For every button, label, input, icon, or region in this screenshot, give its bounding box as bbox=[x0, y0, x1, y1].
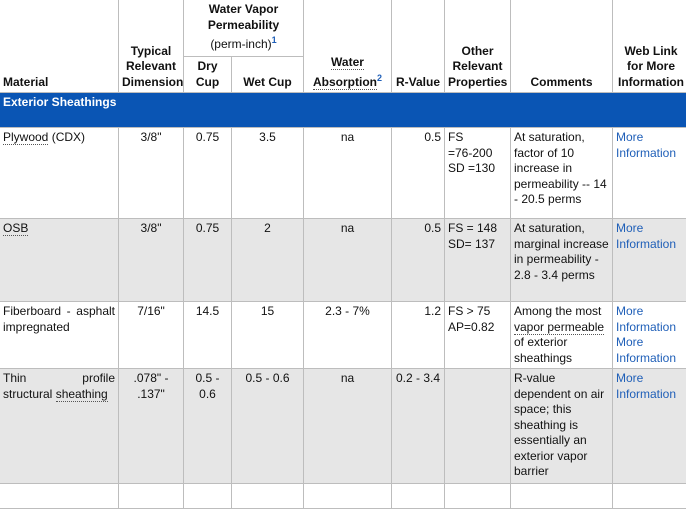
header-typical-dimension: Typical Relevant Dimension bbox=[119, 0, 184, 93]
wvp-title: Water Vapor Permeability bbox=[207, 2, 280, 32]
cell-wet-cup: 3.5 bbox=[232, 128, 304, 219]
cell-material bbox=[0, 302, 119, 369]
material-link[interactable]: Plywood bbox=[3, 130, 49, 144]
cell-other bbox=[445, 369, 511, 484]
other-line: SD =130 bbox=[448, 161, 496, 175]
table-row bbox=[0, 484, 686, 509]
footnote-2-link[interactable]: 2 bbox=[376, 72, 382, 83]
cell-link bbox=[613, 219, 686, 302]
footnote-1-link[interactable]: 1 bbox=[271, 35, 277, 45]
cell-empty bbox=[511, 484, 613, 509]
header-water-vapor-permeability bbox=[184, 0, 304, 57]
cell-empty bbox=[0, 484, 119, 509]
material-line: Fiberboard - asphalt bbox=[3, 304, 115, 318]
header-other-properties: Other Relevant Properties bbox=[445, 0, 511, 93]
cell-wet-cup: 0.5 - 0.6 bbox=[232, 369, 304, 484]
water-absorption-label: Water Absorption bbox=[312, 55, 377, 89]
table-row bbox=[0, 128, 686, 219]
cell-absorption: 2.3 - 7% bbox=[304, 302, 392, 369]
glossary-link[interactable]: sheathing bbox=[55, 386, 108, 401]
cell-r-value: 0.5 bbox=[392, 128, 445, 219]
more-information-link[interactable]: More Information bbox=[616, 130, 677, 160]
material-link[interactable]: OSB bbox=[3, 221, 29, 235]
cell-link bbox=[613, 302, 686, 369]
cell-empty bbox=[304, 484, 392, 509]
other-line: FS = 148 bbox=[448, 221, 498, 235]
section-title: Exterior Sheathings bbox=[0, 93, 686, 128]
cell-absorption: na bbox=[304, 128, 392, 219]
header-dry-cup: Dry Cup bbox=[184, 57, 232, 93]
table-row bbox=[0, 219, 686, 302]
cell-comments: At saturation, marginal increase in permeability - 2.8 - 3.4 perms bbox=[511, 219, 613, 302]
cell-comments: R-value dependent on air space; this sheathing is essentially an exterior vapor barrier bbox=[511, 369, 613, 484]
cell-comments bbox=[511, 302, 613, 369]
cell-empty bbox=[445, 484, 511, 509]
header-material: Material bbox=[0, 0, 119, 93]
cell-material bbox=[0, 219, 119, 302]
cell-dimension: 3/8" bbox=[119, 128, 184, 219]
cell-dry-cup: 0.5 - 0.6 bbox=[184, 369, 232, 484]
more-information-link[interactable]: More Information bbox=[616, 304, 677, 334]
material-text: structural bbox=[3, 386, 56, 401]
cell-dry-cup: 0.75 bbox=[184, 219, 232, 302]
cell-comments: At saturation, factor of 10 increase in permeability -- 14 - 20.5 perms bbox=[511, 128, 613, 219]
material-suffix: (CDX) bbox=[48, 130, 86, 144]
cell-link bbox=[613, 369, 686, 484]
other-line: FS > 75 bbox=[448, 304, 491, 318]
cell-link bbox=[613, 128, 686, 219]
cell-dry-cup: 0.75 bbox=[184, 128, 232, 219]
other-line: AP=0.82 bbox=[448, 319, 495, 334]
cell-r-value: 1.2 bbox=[392, 302, 445, 369]
material-line: Thin profile bbox=[3, 371, 115, 385]
header-comments: Comments bbox=[511, 0, 613, 93]
header-wet-cup: Wet Cup bbox=[232, 57, 304, 93]
other-line: SD= 137 bbox=[448, 236, 496, 251]
wvp-unit: (perm-inch) bbox=[210, 37, 272, 51]
comment-text: of exterior sheathings bbox=[514, 335, 573, 365]
cell-absorption: na bbox=[304, 219, 392, 302]
cell-dimension: 3/8" bbox=[119, 219, 184, 302]
cell-dimension: .078" - .137" bbox=[119, 369, 184, 484]
cell-material bbox=[0, 369, 119, 484]
table-row bbox=[0, 302, 686, 369]
cell-r-value: 0.2 - 3.4 bbox=[392, 369, 445, 484]
cell-other bbox=[445, 302, 511, 369]
cell-material bbox=[0, 128, 119, 219]
table-row bbox=[0, 369, 686, 484]
section-row bbox=[0, 93, 686, 128]
cell-empty bbox=[392, 484, 445, 509]
cell-other bbox=[445, 219, 511, 302]
cell-dimension: 7/16" bbox=[119, 302, 184, 369]
more-information-link[interactable]: More Information bbox=[616, 371, 677, 401]
header-r-value: R-Value bbox=[392, 0, 445, 93]
cell-empty bbox=[184, 484, 232, 509]
cell-wet-cup: 15 bbox=[232, 302, 304, 369]
header-water-absorption bbox=[304, 0, 392, 93]
header-row-top bbox=[0, 0, 686, 57]
cell-empty bbox=[613, 484, 686, 509]
cell-other bbox=[445, 128, 511, 219]
cell-absorption: na bbox=[304, 369, 392, 484]
comment-text: Among the most bbox=[514, 304, 602, 318]
more-information-link[interactable]: More Information bbox=[616, 221, 677, 251]
cell-r-value: 0.5 bbox=[392, 219, 445, 302]
cell-wet-cup: 2 bbox=[232, 219, 304, 302]
glossary-link[interactable]: vapor permeable bbox=[514, 319, 605, 334]
header-web-link: Web Link for More Information bbox=[613, 0, 686, 93]
other-line: FS bbox=[448, 130, 464, 144]
cell-empty bbox=[119, 484, 184, 509]
cell-dry-cup: 14.5 bbox=[184, 302, 232, 369]
other-line: =76-200 bbox=[448, 145, 493, 160]
material-line: impregnated bbox=[3, 319, 70, 334]
more-information-link[interactable]: More Information bbox=[616, 335, 677, 365]
cell-empty bbox=[232, 484, 304, 509]
